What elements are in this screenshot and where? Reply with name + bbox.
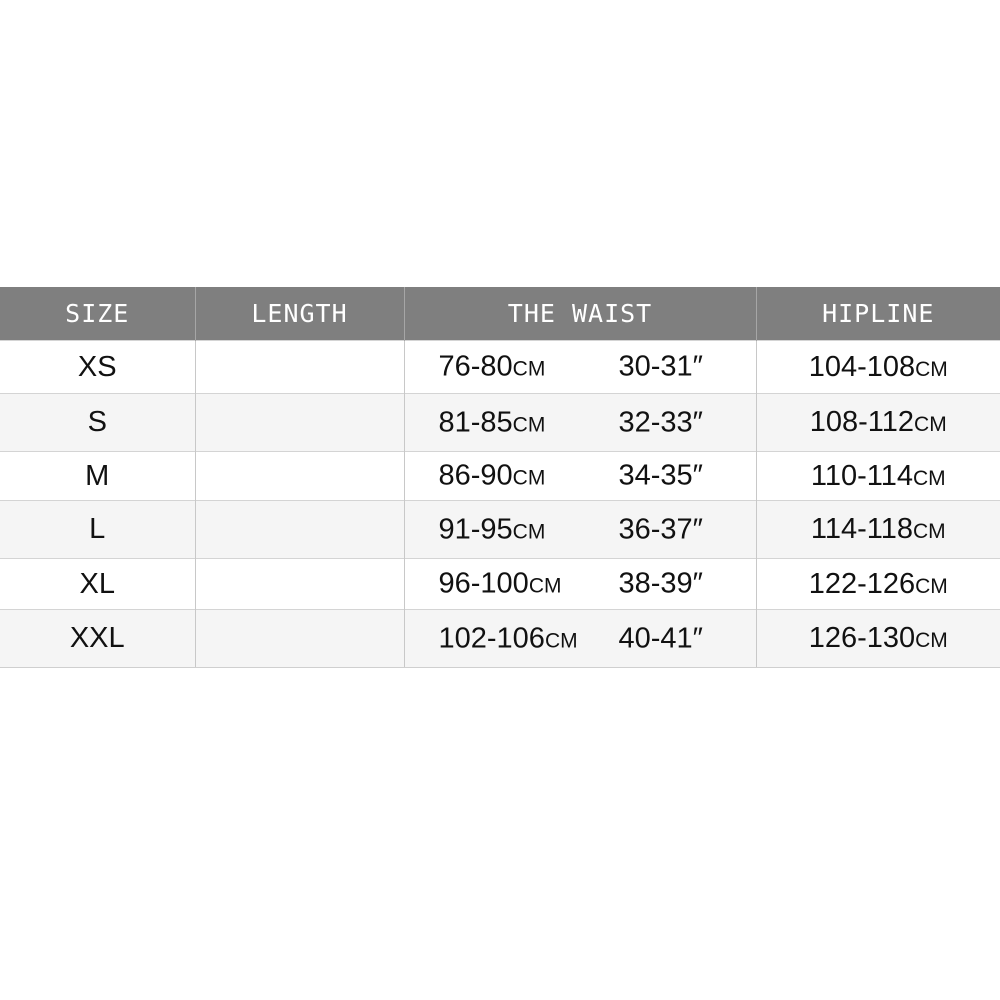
header-waist: THE WAIST: [404, 287, 756, 341]
table-row: [0, 394, 1000, 452]
table-row: [0, 559, 1000, 610]
table-row: [0, 610, 1000, 668]
length-cell: [195, 341, 404, 394]
hipline-cell: 114-118CM: [756, 501, 1000, 559]
length-cell: [195, 394, 404, 452]
waist-inch-value: 38-39″: [618, 567, 703, 600]
unit-label: CM: [912, 520, 946, 543]
table-header: [0, 287, 1000, 341]
length-cell: [195, 452, 404, 501]
waist-cell: [404, 394, 756, 452]
waist-cm-value: 96-100CM: [438, 567, 562, 600]
waist-cell: [404, 452, 756, 501]
hipline-cell: 126-130CM: [756, 610, 1000, 668]
unit-label: CM: [915, 629, 948, 652]
header-size: SIZE: [0, 287, 195, 341]
unit-label: CM: [512, 357, 546, 381]
table-row: [0, 341, 1000, 394]
unit-label: CM: [512, 413, 546, 436]
waist-inch-value: 30-31″: [618, 350, 703, 383]
waist-cm-value: 76-80CM: [438, 350, 546, 383]
waist-cell: [404, 559, 756, 610]
waist-cm-value: 86-90CM: [438, 459, 546, 492]
unit-label: CM: [915, 357, 948, 381]
length-cell: [195, 559, 404, 610]
waist-cm-value: 91-95CM: [438, 513, 546, 545]
length-cell: [195, 501, 404, 559]
waist-cell: [404, 501, 756, 559]
unit-label: CM: [914, 413, 947, 436]
table-body: [0, 341, 1000, 668]
unit-label: CM: [915, 574, 948, 598]
hipline-cell: 104-108CM: [756, 341, 1000, 394]
table-row: [0, 501, 1000, 559]
header-hipline: HIPLINE: [756, 287, 1000, 341]
unit-label: CM: [544, 629, 578, 652]
unit-label: CM: [912, 466, 946, 490]
size-cell: M: [0, 452, 195, 501]
waist-inch-value: 36-37″: [618, 513, 703, 545]
size-cell: XL: [0, 559, 195, 610]
size-cell: XS: [0, 341, 195, 394]
waist-cell: [404, 341, 756, 394]
waist-cm-value: 102-106CM: [438, 622, 578, 654]
hipline-cell: 122-126CM: [756, 559, 1000, 610]
hipline-cell: 108-112CM: [756, 394, 1000, 452]
size-chart-table: [0, 287, 1000, 668]
table-row: [0, 452, 1000, 501]
size-cell: XXL: [0, 610, 195, 668]
size-cell: S: [0, 394, 195, 452]
unit-label: CM: [512, 520, 546, 543]
size-cell: L: [0, 501, 195, 559]
waist-inch-value: 40-41″: [618, 622, 703, 654]
header-row: [0, 287, 1000, 341]
waist-cm-value: 81-85CM: [438, 406, 546, 438]
waist-inch-value: 34-35″: [618, 459, 703, 492]
hipline-cell: 110-114CM: [756, 452, 1000, 501]
unit-label: CM: [528, 574, 562, 598]
header-length: LENGTH: [195, 287, 404, 341]
waist-cell: [404, 610, 756, 668]
length-cell: [195, 610, 404, 668]
waist-inch-value: 32-33″: [618, 406, 703, 438]
unit-label: CM: [512, 466, 546, 490]
